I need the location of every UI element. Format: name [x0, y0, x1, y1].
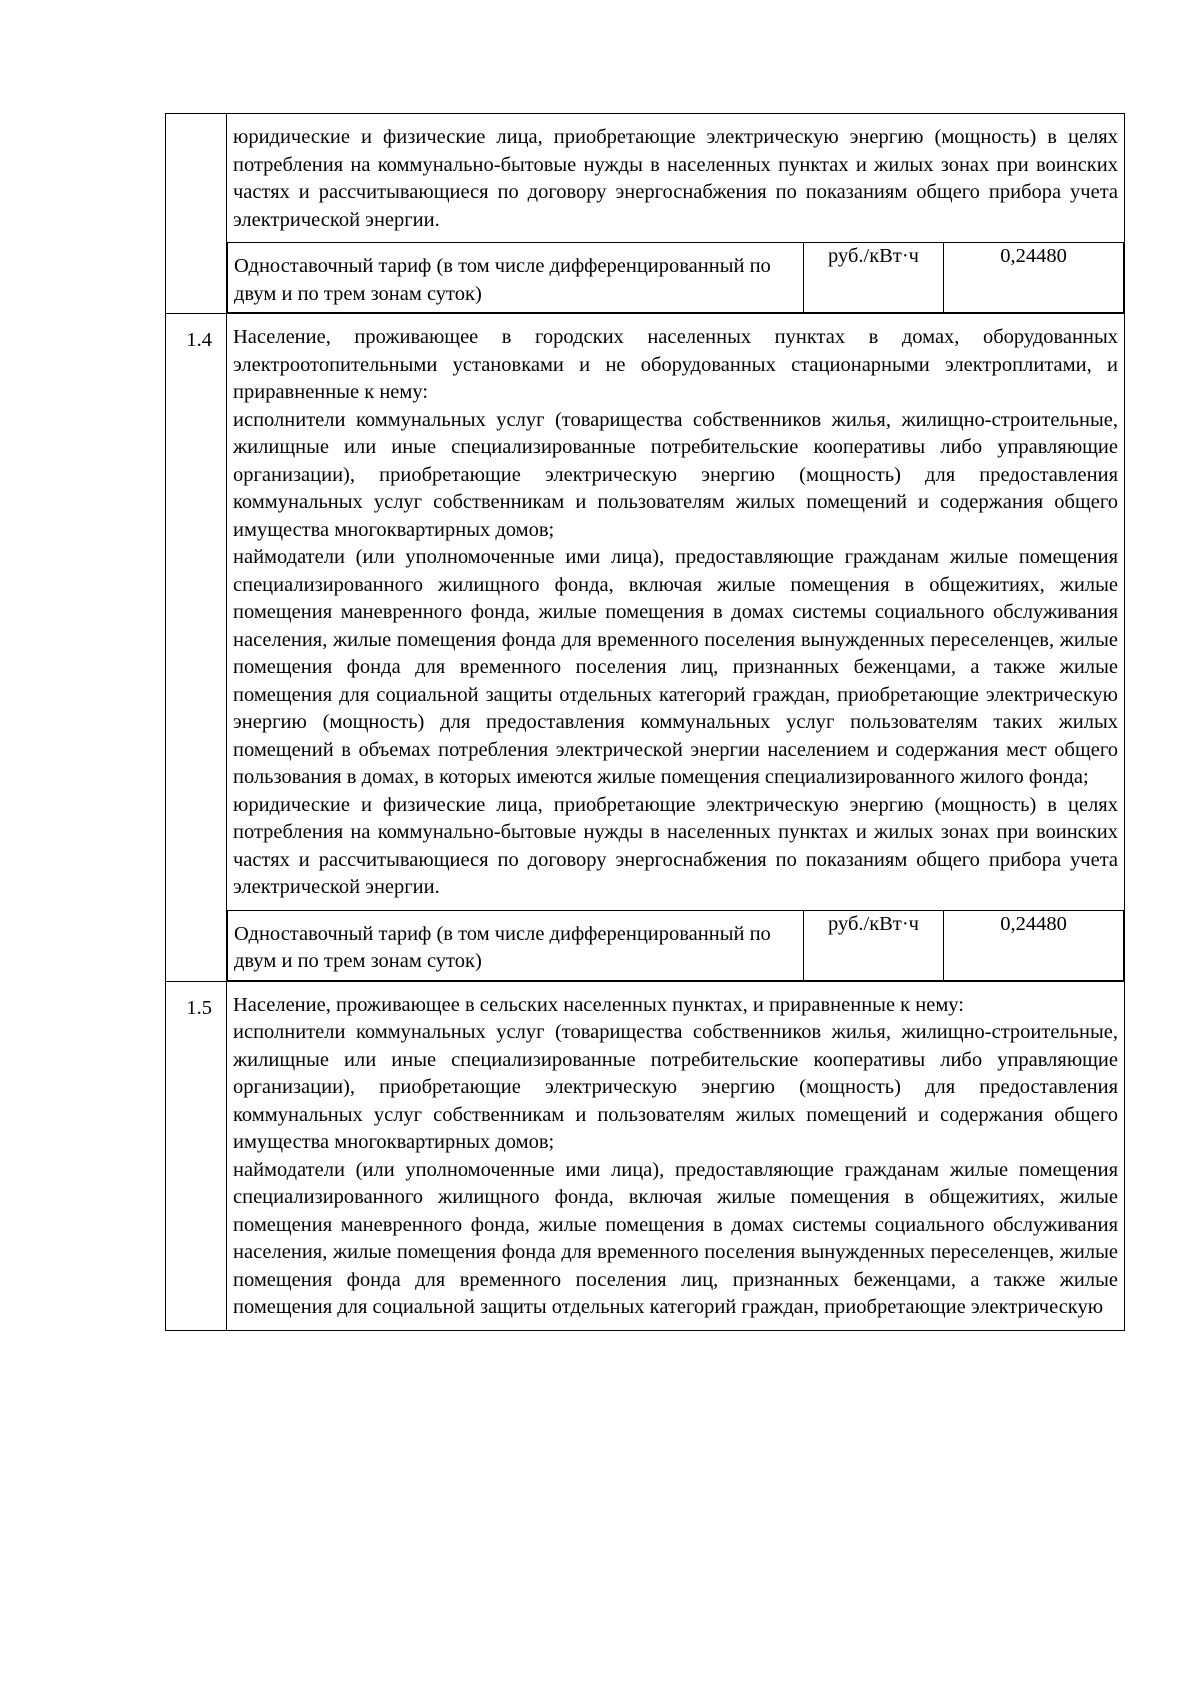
table-row	[166, 314, 1125, 982]
row-content	[227, 114, 1125, 314]
paragraph: Население, проживающее в городских населенных пунктах в домах, оборудованных электроотопительными установками и не оборудованных стационарными электроплитами, и приравненные к нему:	[233, 326, 1118, 403]
paragraph: наймодатели (или уполномоченные ими лица), предоставляющие гражданам жилые помещения специализированного жилищного фонда, включая жилые помещения в общежитиях, жилые помещения маневренного фонда, жилые помещения в домах системы социального обслуживания населения, жилые помещения фонда для временного поселения вынужденных переселенцев, жилые помещения фонда для временного поселения лиц, признанных беженцами, а также жилые помещения для социальной защиты отдельных категорий граждан, приобретающие электрическую	[233, 1158, 1118, 1318]
row-content	[227, 314, 1125, 982]
row-number	[166, 114, 227, 314]
tariff-table	[165, 113, 1125, 1331]
tariff-subtable	[227, 910, 1124, 981]
paragraph: исполнители коммунальных услуг (товарищества собственников жилья, жилищно-строительные, жилищные или иные специализированные потребительские кооперативы либо управляющие организации), приобретающие электрическую энергию (мощность) для предоставления коммунальных услуг собственникам и пользователям жилых помещений и содержания общего имущества многоквартирных домов;	[233, 408, 1118, 541]
paragraph: юридические и физические лица, приобретающие электрическую энергию (мощность) в целях потребления на коммунально-бытовые нужды в населенных пунктах и жилых зонах при воинских частях и рассчитывающиеся по договору энергоснабжения по показаниям общего прибора учета электрической энергии.	[233, 126, 1118, 231]
tariff-name: Одноставочный тариф (в том числе дифференцированный по двум и по трем зонам суток)	[228, 243, 804, 313]
tariff-value: 0,24480	[944, 910, 1124, 980]
category-description	[227, 114, 1124, 242]
tariff-row	[228, 910, 1124, 980]
table-row	[166, 981, 1125, 1330]
row-content	[227, 981, 1125, 1330]
row-number: 1.5	[166, 981, 227, 1330]
category-description	[227, 982, 1124, 1330]
tariff-unit: руб./кВт·ч	[804, 910, 944, 980]
paragraph: Население, проживающее в сельских населенных пунктах, и приравненные к нему:	[233, 993, 964, 1016]
tariff-name: Одноставочный тариф (в том числе дифференцированный по двум и по трем зонам суток)	[228, 910, 804, 980]
tariff-row	[228, 243, 1124, 313]
paragraph: юридические и физические лица, приобретающие электрическую энергию (мощность) в целях потребления на коммунально-бытовые нужды в населенных пунктах и жилых зонах при воинских частях и рассчитывающиеся по договору энергоснабжения по показаниям общего прибора учета электрической энергии.	[233, 793, 1118, 898]
tariff-unit: руб./кВт·ч	[804, 243, 944, 313]
paragraph: исполнители коммунальных услуг (товарищества собственников жилья, жилищно-строительные, жилищные или иные специализированные потребительские кооперативы либо управляющие организации), приобретающие электрическую энергию (мощность) для предоставления коммунальных услуг собственникам и пользователям жилых помещений и содержания общего имущества многоквартирных домов;	[233, 1021, 1118, 1153]
category-description	[227, 314, 1124, 910]
tariff-value: 0,24480	[944, 243, 1124, 313]
row-number: 1.4	[166, 314, 227, 982]
tariff-subtable	[227, 242, 1124, 313]
paragraph: наймодатели (или уполномоченные ими лица), предоставляющие гражданам жилые помещения специализированного жилищного фонда, включая жилые помещения в общежитиях, жилые помещения маневренного фонда, жилые помещения в домах системы социального обслуживания населения, жилые помещения фонда для временного поселения вынужденных переселенцев, жилые помещения фонда для временного поселения лиц, признанных беженцами, а также жилые помещения для социальной защиты отдельных категорий граждан, приобретающие электрическую энергию (мощность) для предоставления коммунальных услуг пользователям таких жилых помещений в объемах потребления электрической энергии населением и содержания мест общего пользования в домах, в которых имеются жилые помещения специализированного жилого фонда;	[233, 546, 1118, 788]
table-row	[166, 114, 1125, 314]
